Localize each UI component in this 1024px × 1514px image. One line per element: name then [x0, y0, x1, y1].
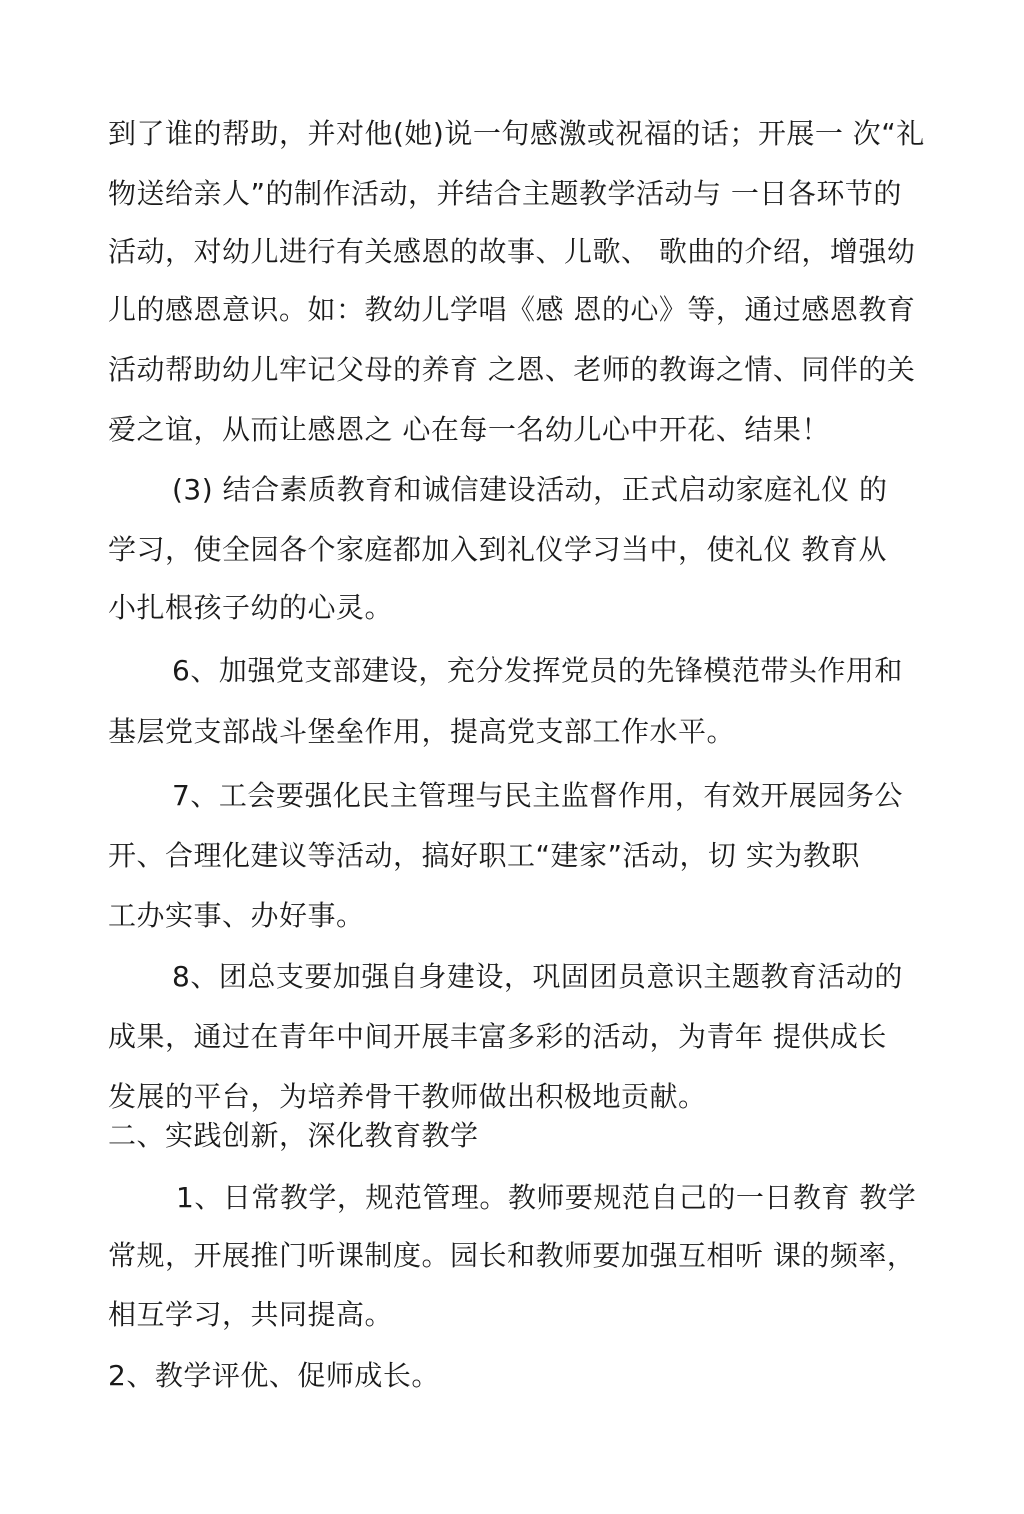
text-line: 成果，通过在青年中间开展丰富多彩的活动，为青年 提供成长	[108, 1020, 887, 1053]
text-line: 活动，对幼儿进行有关感恩的故事、儿歌、 歌曲的介绍，增强幼	[108, 235, 916, 268]
text-line: 7、工会要强化民主管理与民主监督作用，有效开展园务公	[172, 779, 903, 812]
text-line: 基层党支部战斗堡垒作用，提高党支部工作水平。	[108, 715, 736, 748]
text-line: 活动帮助幼儿牢记父母的养育 之恩、老师的教诲之情、同伴的关	[108, 353, 916, 386]
text-line: 8、团总支要加强自身建设，巩固团员意识主题教育活动的	[172, 960, 903, 993]
text-line: 物送给亲人”的制作活动，并结合主题教学活动与 一日各环节的	[108, 177, 902, 210]
section-heading: 二、实践创新，深化教育教学	[108, 1119, 479, 1152]
text-line: 常规，开展推门听课制度。园长和教师要加强互相听 课的频率，	[108, 1239, 916, 1272]
text-line: 到了谁的帮助，并对他(她)说一句感激或祝福的话；开展一 次“礼	[108, 117, 925, 150]
text-line: 小扎根孩子幼的心灵。	[108, 591, 394, 624]
text-line: 2、教学评优、促师成长。	[108, 1359, 440, 1392]
text-line: 学习，使全园各个家庭都加入到礼仪学习当中，使礼仪 教育从	[108, 533, 887, 566]
text-line: 工办实事、办好事。	[108, 899, 365, 932]
text-line: 1、日常教学，规范管理。教师要规范自己的一日教育 教学	[176, 1181, 917, 1214]
text-line: 开、合理化建议等活动，搞好职工“建家”活动，切 实为教职	[108, 839, 860, 872]
text-line: (3) 结合素质教育和诚信建设活动，正式启动家庭礼仪 的	[172, 473, 888, 506]
text-line: 儿的感恩意识。如：教幼儿学唱《感 恩的心》等，通过感恩教育	[108, 293, 916, 326]
text-line: 爱之谊，从而让感恩之 心在每一名幼儿心中开花、结果！	[108, 413, 830, 446]
text-line: 相互学习，共同提高。	[108, 1298, 394, 1331]
text-line: 发展的平台，为培养骨干教师做出积极地贡献。	[108, 1080, 707, 1113]
text-line: 6、加强党支部建设，充分发挥党员的先锋模范带头作用和	[172, 654, 903, 687]
